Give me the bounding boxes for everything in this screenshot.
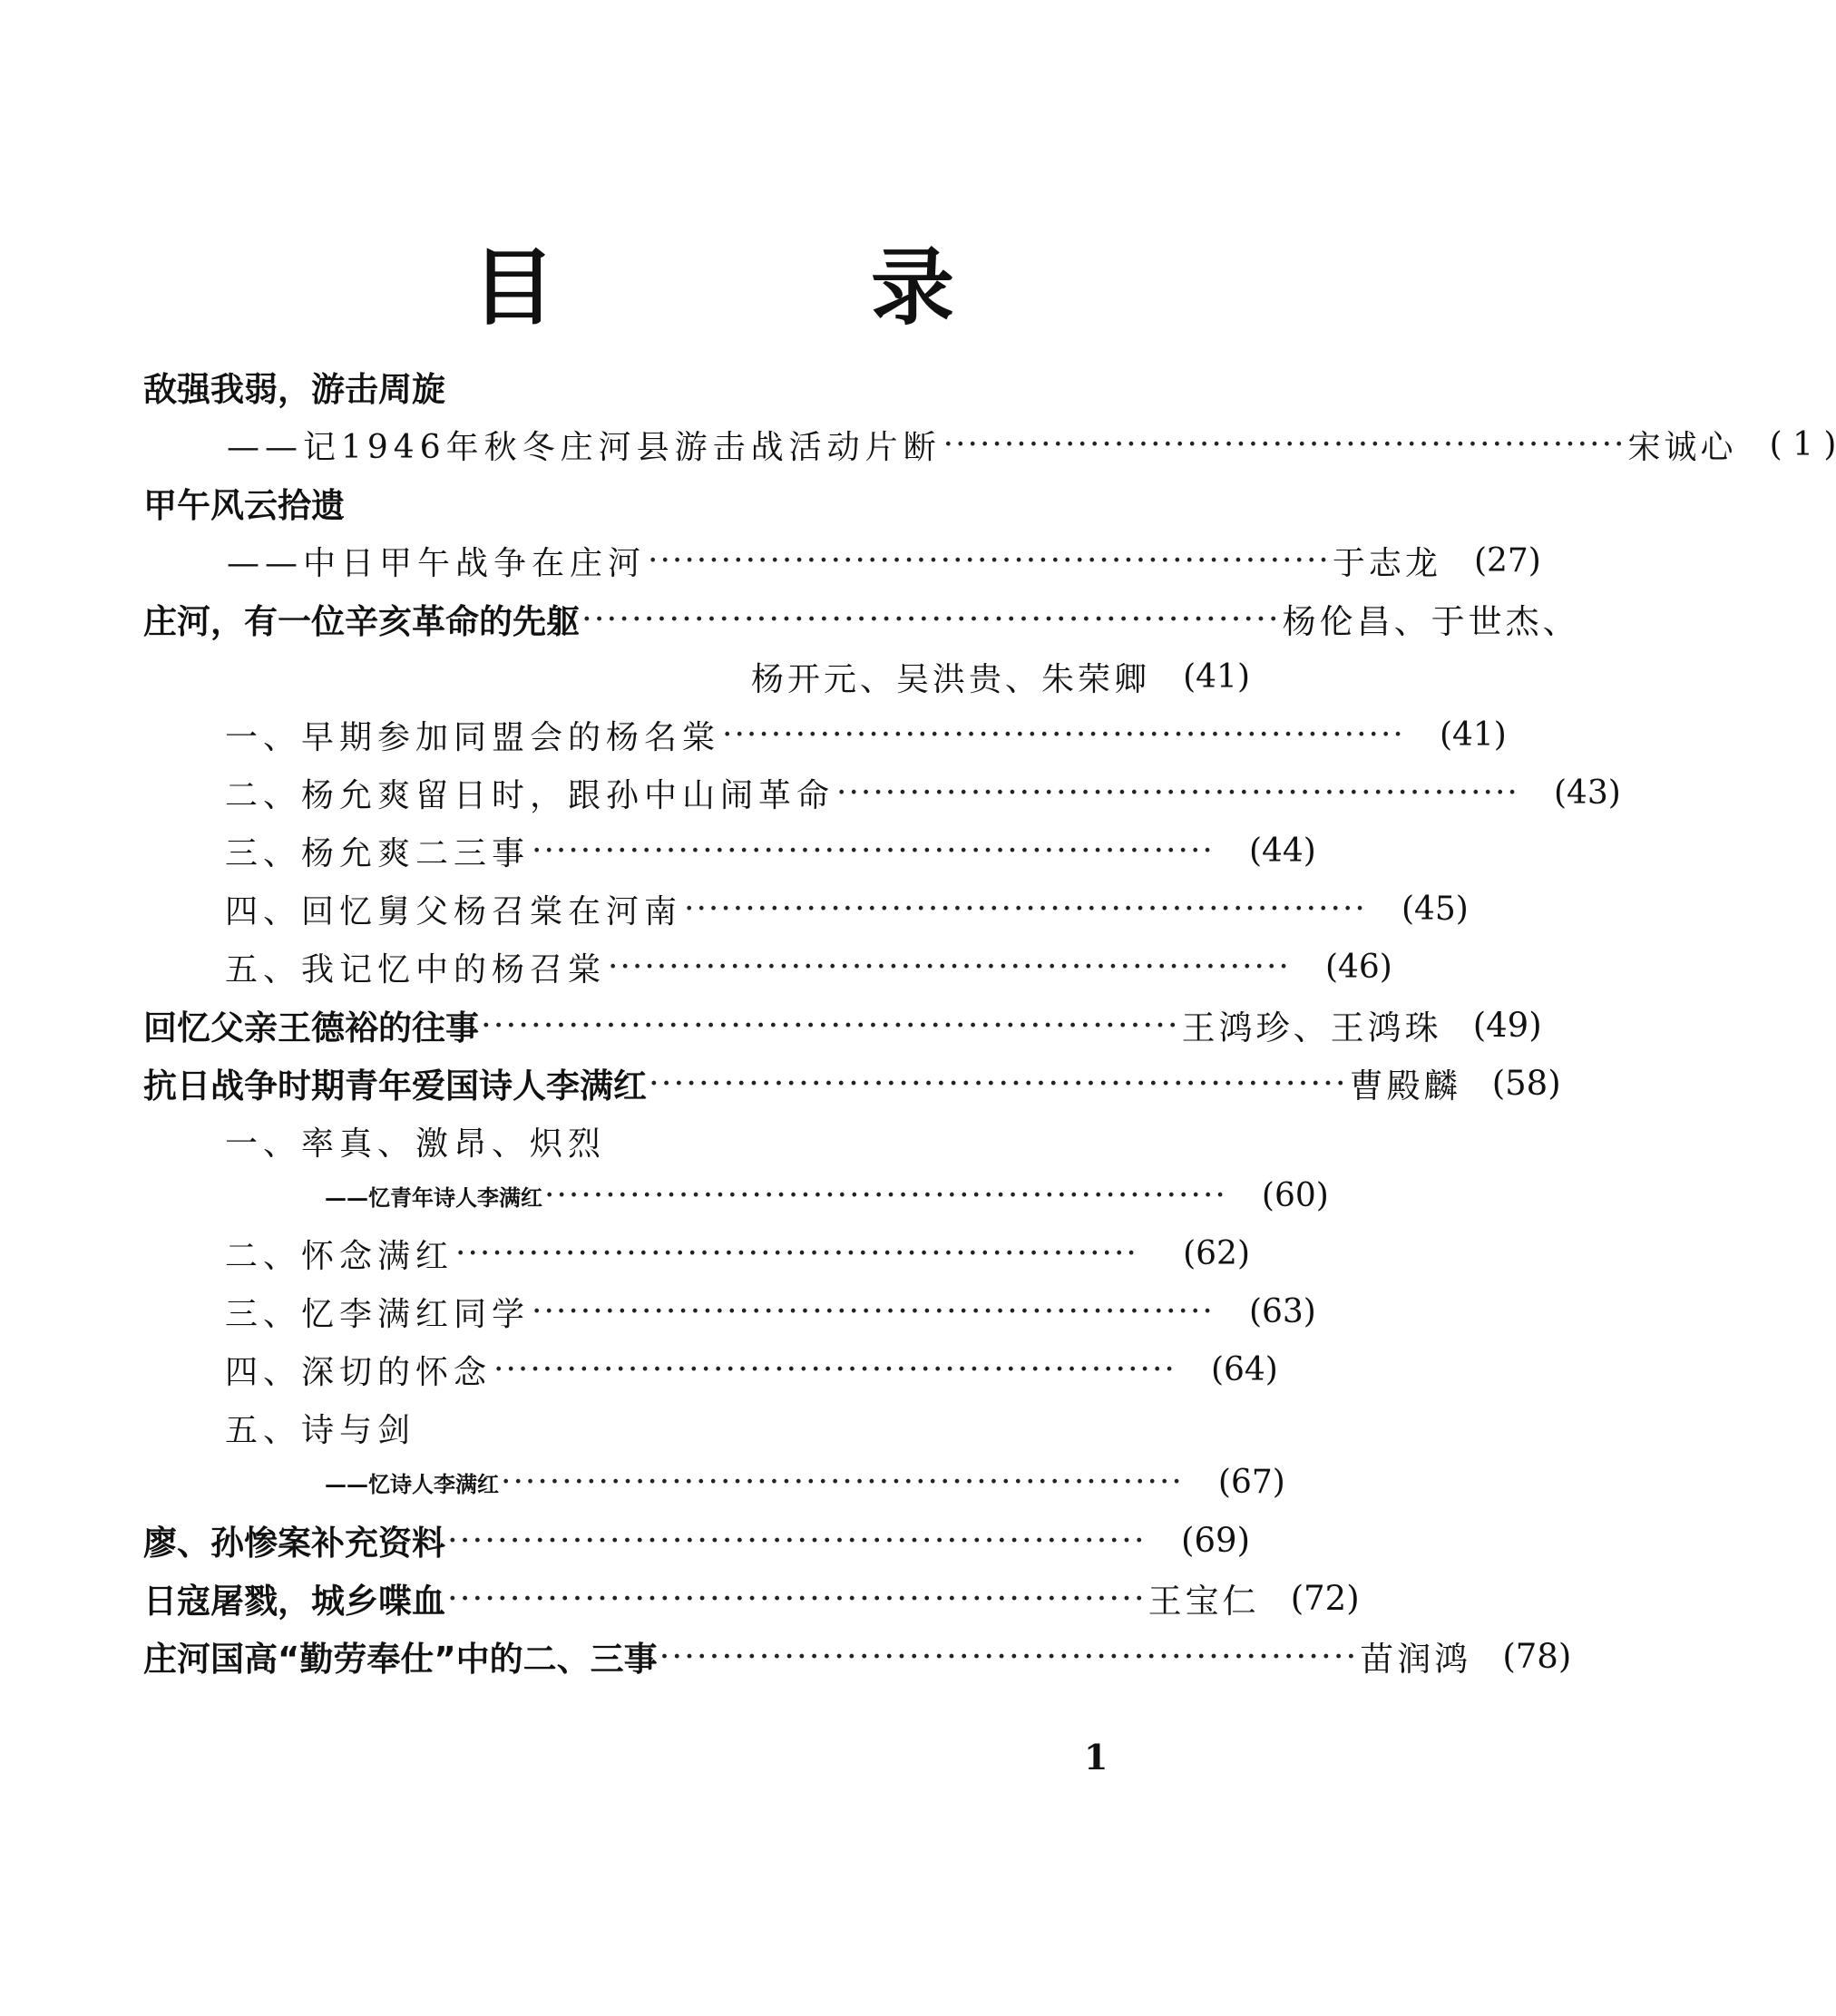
toc-entry-title: 五、我记忆中的杨召棠: [225, 950, 607, 989]
toc-entry-subtitle: ——中日甲午战争在庄河: [227, 544, 647, 582]
toc-entry-title: 五、诗与剑: [225, 1411, 416, 1449]
leader-dots: ························································: [481, 1005, 1180, 1045]
toc-entry: [143, 1117, 1250, 1164]
toc-entry: [143, 653, 1250, 700]
toc-entry-title: 抗日战争时期青年爱国诗人李满红: [143, 1066, 647, 1105]
toc-entry-author: 苗润鸿: [1360, 1640, 1472, 1679]
toc-entry: [143, 1230, 1250, 1277]
toc-entry-subtitle: ——忆青年诗人李满红: [325, 1183, 542, 1211]
toc-entry: [143, 769, 1621, 816]
toc-entry-title: 廖、孙惨案补充资料: [143, 1524, 445, 1563]
toc-entry-title: 一、早期参加同盟会的杨名棠: [225, 718, 721, 756]
toc-entry-subtitle: ——忆诗人李满红: [325, 1470, 499, 1497]
toc-entry: [143, 1172, 1329, 1219]
toc-entry-author: 王鸿珍、王鸿珠: [1181, 1008, 1442, 1047]
toc-entry-title: 回忆父亲王德裕的往事: [143, 1008, 479, 1047]
toc-entry-author: 王宝仁: [1148, 1582, 1260, 1621]
toc-entry-title: 庄河国高“勤劳奉仕”中的二、三事: [143, 1640, 658, 1679]
toc-entry-title: 三、杨允爽二三事: [225, 834, 531, 872]
toc-entry: [143, 479, 1250, 526]
toc-entry-page: (64): [1210, 1350, 1278, 1388]
toc-entry-title: 庄河，有一位辛亥革命的先躯: [143, 602, 580, 641]
toc-entry-page: (44): [1248, 832, 1316, 870]
toc-entry-title: 一、率真、激昂、炽烈: [225, 1125, 607, 1163]
title-char-2: 录: [871, 239, 955, 336]
leader-dots: ························································: [581, 599, 1281, 638]
toc-entry: [143, 537, 1541, 584]
page-title: [0, 238, 1369, 337]
toc-entry: [143, 595, 1580, 642]
toc-entry-page: (78): [1502, 1636, 1572, 1676]
toc-entry-page: (49): [1472, 1005, 1542, 1045]
leader-dots: ························································: [532, 1292, 1215, 1330]
toc-entry-author: 宋诚心: [1627, 428, 1737, 466]
toc-entry: [143, 1001, 1542, 1048]
toc-entry-author: 杨开元、吴洪贵、朱荣卿: [750, 660, 1150, 698]
toc-entry: [143, 1516, 1250, 1563]
toc-entry: [143, 711, 1507, 758]
toc-entry: [143, 421, 1836, 468]
toc-entry-title: 四、回忆舅父杨召棠在河南: [225, 892, 683, 930]
toc-entry-page: (67): [1217, 1463, 1285, 1501]
toc-entry-title: 甲午风云拾遗: [143, 486, 345, 525]
toc-entry: [143, 1632, 1572, 1680]
title-char-1: 目: [472, 239, 556, 336]
toc-entry: [143, 827, 1316, 874]
leader-dots: ························································: [501, 1463, 1184, 1501]
toc-entry-title: 四、深切的怀念: [225, 1353, 493, 1391]
leader-dots: ························································: [649, 1063, 1348, 1103]
toc-entry-subtitle: ——记1946年秋冬庄河县游击战活动片断: [227, 428, 942, 466]
leader-dots: ························································: [608, 948, 1291, 986]
toc-entry: [143, 1574, 1360, 1622]
toc-entry-page: (45): [1401, 890, 1469, 928]
leader-dots: ························································: [684, 890, 1367, 928]
leader-dots: ························································: [942, 425, 1626, 463]
toc-entry-author: 于志龙: [1332, 544, 1441, 582]
toc-entry: [143, 943, 1392, 990]
toc-entry-page: (60): [1261, 1176, 1329, 1214]
toc-entry: [143, 1288, 1316, 1335]
leader-dots: ························································: [836, 774, 1519, 812]
toc-entry-page: (41): [1439, 716, 1507, 754]
leader-dots: ························································: [455, 1234, 1138, 1272]
toc-entry-title: 二、怀念满红: [225, 1237, 454, 1275]
toc-entry: [143, 1458, 1285, 1505]
leader-dots: ························································: [447, 1520, 1147, 1560]
toc-entry-title: 日寇屠戮，城乡喋血: [143, 1582, 445, 1621]
page-number: 1: [1084, 1737, 1108, 1777]
toc-entry-page: (46): [1324, 948, 1392, 986]
toc-entry-page: (41): [1183, 657, 1250, 696]
toc-entry-page: ( 1 ): [1769, 425, 1836, 463]
toc-entry-page: (72): [1290, 1578, 1360, 1618]
toc-entry-page: (43): [1553, 774, 1621, 812]
leader-dots: ························································: [544, 1176, 1227, 1214]
leader-dots: ························································: [722, 716, 1405, 754]
toc-entry-page: (69): [1181, 1520, 1250, 1560]
leader-dots: ························································: [659, 1636, 1359, 1676]
toc-entry-title: 敌强我弱，游击周旋: [143, 370, 445, 409]
leader-dots: ························································: [648, 541, 1331, 579]
toc-entry: [143, 1346, 1278, 1393]
toc-entry-page: (63): [1248, 1292, 1316, 1330]
leader-dots: ························································: [532, 832, 1215, 870]
toc-entry: [143, 885, 1469, 932]
leader-dots: ························································: [493, 1350, 1177, 1388]
toc-entry-title: 三、忆李满红同学: [225, 1295, 531, 1333]
toc-entry: [143, 363, 1250, 410]
leader-dots: ························································: [447, 1578, 1147, 1618]
toc-entry-author: 曹殿麟: [1349, 1066, 1461, 1105]
toc-entry-page: (58): [1491, 1063, 1561, 1103]
toc-entry-author: 杨伦昌、于世杰、: [1282, 602, 1580, 641]
toc-entry-page: (27): [1473, 541, 1541, 579]
toc-entry: [143, 1059, 1561, 1106]
toc-entry-title: 二、杨允爽留日时，跟孙中山闹革命: [225, 776, 835, 814]
toc-entry: [143, 1404, 1250, 1451]
toc-entry-page: (62): [1183, 1234, 1250, 1272]
